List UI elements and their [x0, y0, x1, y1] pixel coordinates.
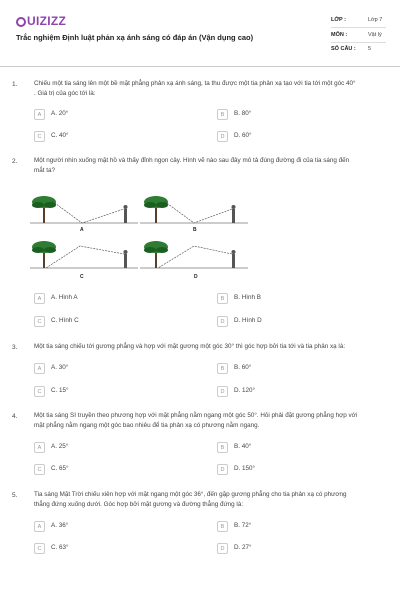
light-ray: [158, 246, 232, 268]
question-number: 4.: [12, 413, 18, 420]
person-icon: [232, 250, 236, 268]
class-label: LỚP :: [331, 17, 346, 23]
count-value: 5: [368, 46, 372, 52]
light-ray: [52, 201, 124, 223]
question-number: 5.: [12, 492, 18, 499]
person-icon: [124, 205, 128, 223]
question-text: Tia sáng Mặt Trời chiếu xiên hợp với mặt ngang một góc 36°, đến gặp gương phẳng cho tia phản xạ có phương thẳng đứng xuống dưới. Góc hợp bởi mặt gương và đường thẳng đứng là:: [34, 491, 347, 508]
worksheet-title: Trắc nghiệm Định luật phản xạ ánh sáng có đáp án (Vận dụng cao): [16, 33, 254, 42]
light-ray: [164, 201, 232, 223]
palm-tree-icon: [32, 196, 56, 223]
person-icon: [124, 250, 128, 268]
question-number: 1.: [12, 81, 18, 88]
question-number: 3.: [12, 344, 18, 351]
person-icon: [232, 205, 236, 223]
subject-label: MÔN :: [331, 32, 348, 38]
svg-text:C: C: [80, 274, 84, 280]
class-value: Lớp 7: [368, 17, 383, 23]
svg-text:B: B: [193, 227, 197, 233]
question-text: Một tia sáng chiếu tới gương phẳng và hợp với mặt gương một góc 30° thì góc hợp bởi tia tới và tia phản xạ là:: [34, 343, 346, 350]
figure-c: [30, 236, 140, 284]
svg-text:A: A: [80, 227, 84, 233]
question-text: Một tia sáng SI truyền theo phương hợp với mặt phẳng nằm ngang một góc 50°. Hỏi phải đặt gương phẳng hợp với mặt phẳng nằm ngang một góc bao nhiêu để tia phản xạ có phương nằm ngang.: [34, 412, 358, 429]
meta-divider: [331, 27, 386, 28]
palm-tree-icon: [144, 196, 168, 223]
light-ray: [46, 246, 124, 268]
subject-value: Vật lý: [368, 32, 382, 38]
question-text: Chiếu một tia sáng lên một bề mặt phẳng phản xạ ánh sáng, ta thu được một tia phản xạ tạo với tia tới một góc 40° . Giá trị của góc tới là:: [34, 80, 356, 97]
count-label: SỐ CÂU :: [331, 46, 356, 52]
header-separator: [0, 66, 400, 67]
logo-q-icon: [16, 17, 26, 27]
worksheet-page: UIZIZZ Trắc nghiệm Định luật phản xạ ánh sáng có đáp án (Vận dụng cao) LỚP : Lớp 7 MÔN : Vật lý SỐ CÂU : 5 1. Chiếu một tia sáng lên một bề mặt phẳng phản xạ ánh sáng, ta thu được một tia phản xạ tạo với tia tới một góc 40° . Giá trị của góc tới là: A A. 20° B B. 80° C C. 40° D D. 60° 2. Một người nhìn xuống mặt hồ và thấy đỉnh ngọn cây. Hình vẽ nào sau đây mô tả đúng đường đi của tia sáng đến mắt ta? A B C D A A. Hình A B B. Hình B C C. Hình C D D. Hình D 3. Một tia sáng chiếu tới gương phẳng và hợp với mặt gương một góc 30° thì góc hợp bởi tia tới và tia phản xạ là: A A. 30° B B. 60° C C. 15° D D. 120° 4. Một tia sáng SI truyền theo phương hợp với mặt phẳng nằm ngang một góc 50°. Hỏi phải đặt gương phẳng hợp với mặt phẳng nằm ngang một góc bao nhiêu để tia phản xạ có phương nằm ngang. A A. 25° B B. 40° C C. 65° D D. 150° 5. Tia sáng Mặt Trời chiếu xiên hợp với mặt ngang một góc 36°, đến gặp gương phẳng cho tia phản xạ có phương thẳng đứng xuống dưới. Góc hợp bởi mặt gương và đường thẳng đứng là: A A. 36° B B. 72° C C. 63° D D. 27°: [0, 0, 400, 600]
svg-text:D: D: [194, 274, 198, 280]
figure-d: [140, 236, 250, 284]
quizizz-logo: UIZIZZ: [16, 14, 66, 28]
figure-b: [140, 187, 250, 235]
question-text: Một người nhìn xuống mặt hồ và thấy đỉnh ngọn cây. Hình vẽ nào sau đây mô tả đúng đường đi của tia sáng đến mắt ta?: [34, 157, 350, 174]
question-number: 2.: [12, 158, 18, 165]
figure-a: [30, 187, 140, 235]
meta-divider: [331, 42, 386, 43]
worksheet-header: [0, 0, 400, 66]
